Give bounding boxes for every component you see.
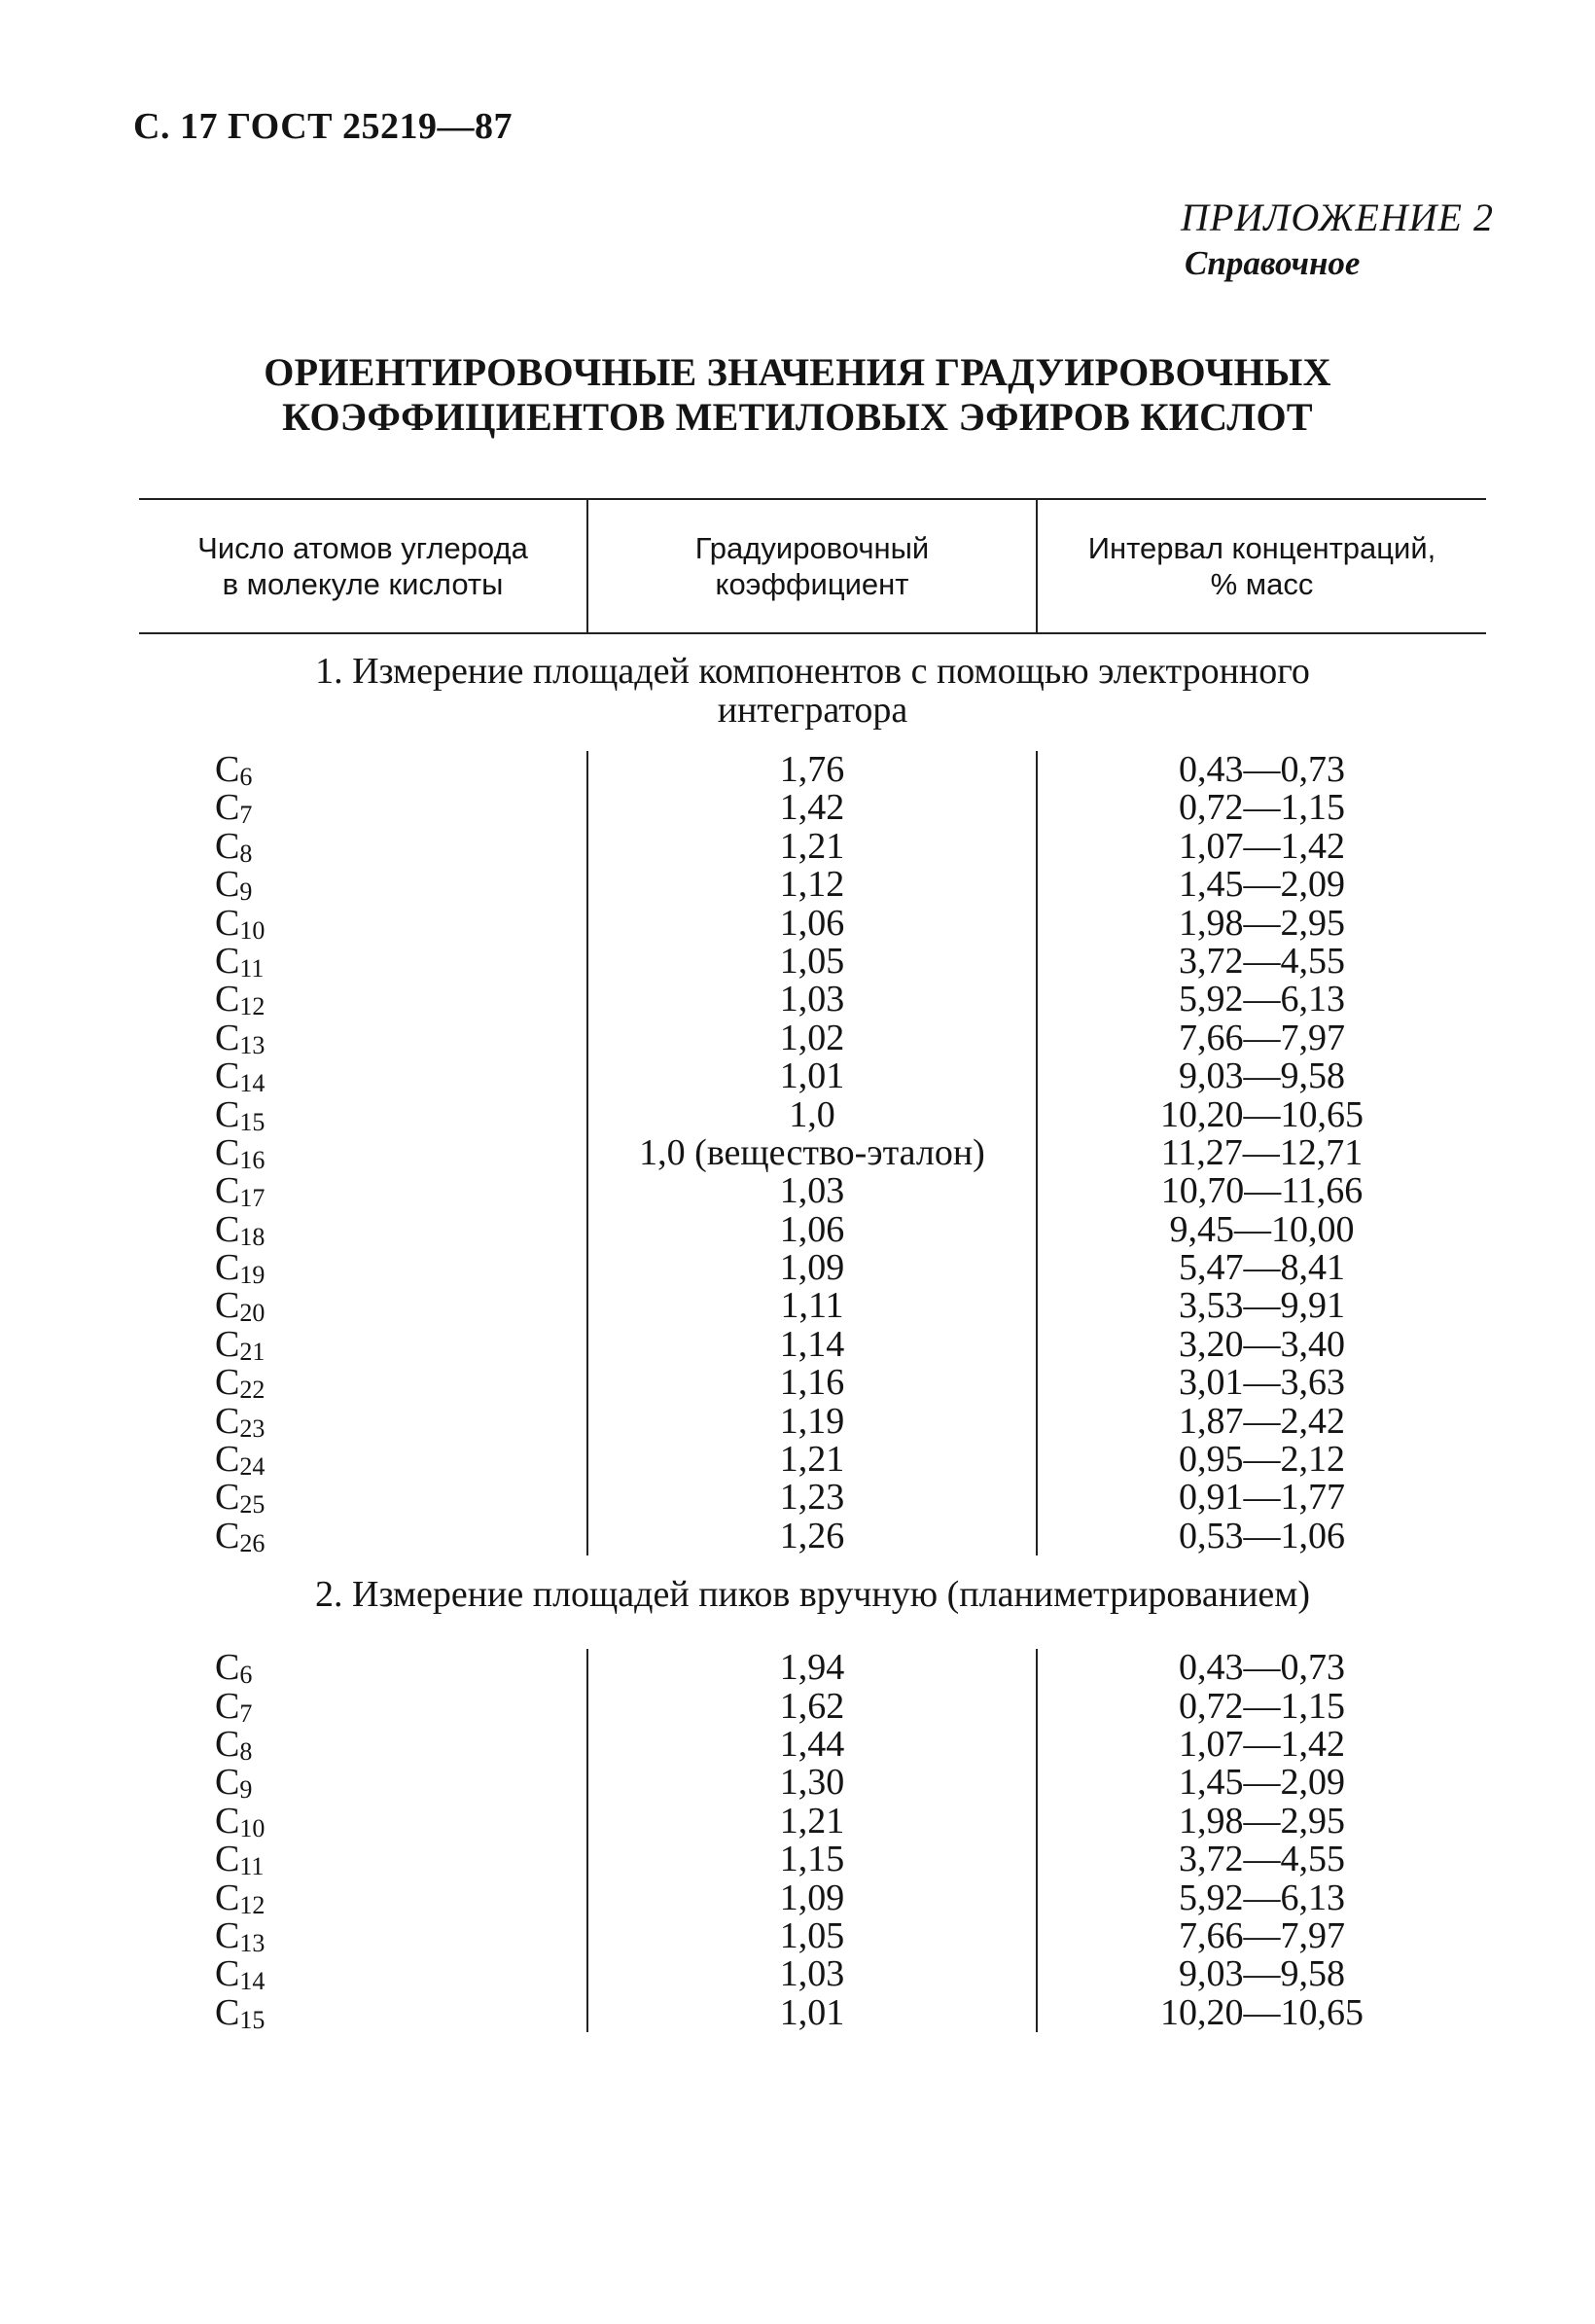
concentration-interval-cell: 7,66—7,97 [1179, 1017, 1345, 1058]
coefficient-cell: 1,02 [779, 1017, 845, 1058]
concentration-interval-cell: 0,43—0,73 [1179, 749, 1345, 790]
document-title-line: КОЭФФИЦИЕНТОВ МЕТИЛОВЫХ ЭФИРОВ КИСЛОТ [282, 395, 1313, 439]
carbon-count-cell: $C_9$ [215, 1762, 253, 1805]
concentration-interval-cell: 0,53—1,06 [1179, 1515, 1345, 1556]
section-title-electronic-integrator: 1. Измерение площадей компонентов с помощью электронного интегратора [315, 651, 1310, 731]
concentration-interval-cell: 0,95—2,12 [1179, 1439, 1345, 1481]
concentration-interval-cell: 7,66—7,97 [1179, 1914, 1345, 1956]
concentration-interval-cell: 5,92—6,13 [1179, 1877, 1345, 1918]
coefficient-cell: 1,15 [779, 1839, 845, 1880]
carbon-count-cell: $C_{25}$ [215, 1477, 266, 1520]
carbon-count-cell: $C_7$ [215, 1685, 253, 1728]
carbon-count-cell: $C_{14}$ [215, 1953, 266, 1996]
coefficient-cell: 1,03 [779, 1170, 845, 1212]
document-title-line: ОРИЕНТИРОВОЧНЫЕ ЗНАЧЕНИЯ ГРАДУИРОВОЧНЫХ [264, 350, 1331, 394]
concentration-interval-cell: 10,20—10,65 [1160, 1093, 1364, 1135]
coefficient-cell: 1,0 (вещество-эталон) [639, 1131, 985, 1173]
header-carbon-atoms: Число атомов углерода в молекуле кислоты [197, 531, 528, 601]
carbon-count-cell: $C_{23}$ [215, 1400, 266, 1443]
concentration-interval-cell: 1,98—2,95 [1179, 1800, 1345, 1841]
appendix-label [1181, 195, 1494, 283]
section-1-rows [139, 745, 1486, 1561]
coefficient-cell: 1,94 [779, 1647, 845, 1689]
coefficient-cell: 1,14 [779, 1323, 845, 1365]
carbon-count-cell: $C_{12}$ [215, 1877, 266, 1919]
coefficients-table [139, 498, 1486, 2038]
carbon-count-cell: $C_6$ [215, 1647, 253, 1690]
header-coefficient: Градуировочный коэффициент [586, 500, 1036, 632]
page-header: С. 17 ГОСТ 25219—87 [133, 106, 513, 147]
carbon-count-cell: $C_{18}$ [215, 1208, 266, 1251]
concentration-interval-cell: 10,20—10,65 [1160, 1991, 1364, 2033]
concentration-interval-cell: 5,47—8,41 [1179, 1247, 1345, 1289]
coefficient-cell: 1,26 [779, 1515, 845, 1556]
carbon-count-cell: $C_8$ [215, 1723, 253, 1766]
document-title [0, 350, 1595, 440]
column-coefficient [586, 1649, 1036, 2032]
header-concentration-interval: Интервал концентраций, % масс [1036, 500, 1486, 632]
concentration-interval-cell: 9,03—9,58 [1179, 1055, 1345, 1097]
concentration-interval-cell: 0,72—1,15 [1179, 1685, 1345, 1727]
concentration-interval-cell: 3,72—4,55 [1179, 940, 1345, 982]
carbon-count-cell: $C_{11}$ [215, 940, 265, 983]
column-coefficient [586, 751, 1036, 1555]
carbon-count-cell: $C_{20}$ [215, 1285, 266, 1328]
coefficient-cell: 1,21 [779, 1800, 845, 1841]
concentration-interval-cell: 11,27—12,71 [1160, 1131, 1364, 1173]
carbon-count-cell: $C_{21}$ [215, 1323, 266, 1366]
section-title-manual-planimetry: 2. Измерение площадей пиков вручную (планиметрированием) [315, 1574, 1310, 1616]
coefficient-cell: 1,03 [779, 979, 845, 1020]
coefficient-cell: 1,23 [779, 1477, 845, 1519]
carbon-count-cell: $C_7$ [215, 787, 253, 830]
concentration-interval-cell: 0,43—0,73 [1179, 1647, 1345, 1689]
carbon-count-cell: $C_{26}$ [215, 1515, 266, 1557]
column-concentration-interval [1036, 1649, 1486, 2032]
concentration-interval-cell: 1,87—2,42 [1179, 1400, 1345, 1442]
carbon-count-cell: $C_{10}$ [215, 902, 266, 945]
concentration-interval-cell: 1,45—2,09 [1179, 864, 1345, 906]
concentration-interval-cell: 9,03—9,58 [1179, 1953, 1345, 1995]
coefficient-cell: 1,03 [779, 1953, 845, 1995]
concentration-interval-cell: 1,98—2,95 [1179, 902, 1345, 944]
carbon-count-cell: $C_{12}$ [215, 979, 266, 1021]
coefficient-cell: 1,01 [779, 1991, 845, 2033]
coefficient-cell: 1,0 [789, 1093, 835, 1135]
column-concentration-interval [1036, 751, 1486, 1555]
carbon-count-cell: $C_{19}$ [215, 1247, 266, 1290]
concentration-interval-cell: 9,45—10,00 [1169, 1208, 1355, 1250]
carbon-count-cell: $C_{24}$ [215, 1439, 266, 1482]
carbon-count-cell: $C_8$ [215, 825, 253, 868]
carbon-count-cell: $C_{13}$ [215, 1017, 266, 1059]
coefficient-cell: 1,05 [779, 1914, 845, 1956]
column-carbon-atoms [139, 751, 586, 1555]
concentration-interval-cell: 5,92—6,13 [1179, 979, 1345, 1020]
appendix-number: ПРИЛОЖЕНИЕ 2 [1181, 196, 1494, 239]
coefficient-cell: 1,19 [779, 1400, 845, 1442]
coefficient-cell: 1,09 [779, 1877, 845, 1918]
carbon-count-cell: $C_{14}$ [215, 1055, 266, 1098]
concentration-interval-cell: 3,20—3,40 [1179, 1323, 1345, 1365]
carbon-count-cell: $C_{13}$ [215, 1914, 266, 1957]
carbon-count-cell: $C_{22}$ [215, 1362, 266, 1405]
concentration-interval-cell: 0,72—1,15 [1179, 787, 1345, 829]
carbon-count-cell: $C_{17}$ [215, 1170, 266, 1213]
coefficient-cell: 1,06 [779, 1208, 845, 1250]
coefficient-cell: 1,44 [779, 1723, 845, 1765]
concentration-interval-cell: 0,91—1,77 [1179, 1477, 1345, 1519]
carbon-count-cell: $C_{16}$ [215, 1131, 266, 1174]
concentration-interval-cell: 3,72—4,55 [1179, 1839, 1345, 1880]
coefficient-cell: 1,11 [780, 1285, 844, 1327]
table-header [139, 498, 1486, 634]
coefficient-cell: 1,21 [779, 825, 845, 867]
carbon-count-cell: $C_{10}$ [215, 1800, 266, 1842]
section-2-rows [139, 1643, 1486, 2038]
coefficient-cell: 1,09 [779, 1247, 845, 1289]
concentration-interval-cell: 1,07—1,42 [1179, 825, 1345, 867]
coefficient-cell: 1,06 [779, 902, 845, 944]
carbon-count-cell: $C_{11}$ [215, 1839, 265, 1881]
carbon-count-cell: $C_6$ [215, 749, 253, 791]
coefficient-cell: 1,30 [779, 1762, 845, 1804]
coefficient-cell: 1,62 [779, 1685, 845, 1727]
coefficient-cell: 1,16 [779, 1362, 845, 1404]
carbon-count-cell: $C_9$ [215, 864, 253, 907]
concentration-interval-cell: 1,07—1,42 [1179, 1723, 1345, 1765]
coefficient-cell: 1,76 [779, 749, 845, 790]
coefficient-cell: 1,01 [779, 1055, 845, 1097]
coefficient-cell: 1,42 [779, 787, 845, 829]
concentration-interval-cell: 10,70—11,66 [1160, 1170, 1364, 1212]
concentration-interval-cell: 3,53—9,91 [1179, 1285, 1345, 1327]
coefficient-cell: 1,12 [779, 864, 845, 906]
concentration-interval-cell: 1,45—2,09 [1179, 1762, 1345, 1804]
column-carbon-atoms [139, 1649, 586, 2032]
concentration-interval-cell: 3,01—3,63 [1179, 1362, 1345, 1404]
carbon-count-cell: $C_{15}$ [215, 1093, 266, 1136]
carbon-count-cell: $C_{15}$ [215, 1991, 266, 2034]
coefficient-cell: 1,21 [779, 1439, 845, 1481]
appendix-type: Справочное [1185, 244, 1361, 282]
coefficient-cell: 1,05 [779, 940, 845, 982]
